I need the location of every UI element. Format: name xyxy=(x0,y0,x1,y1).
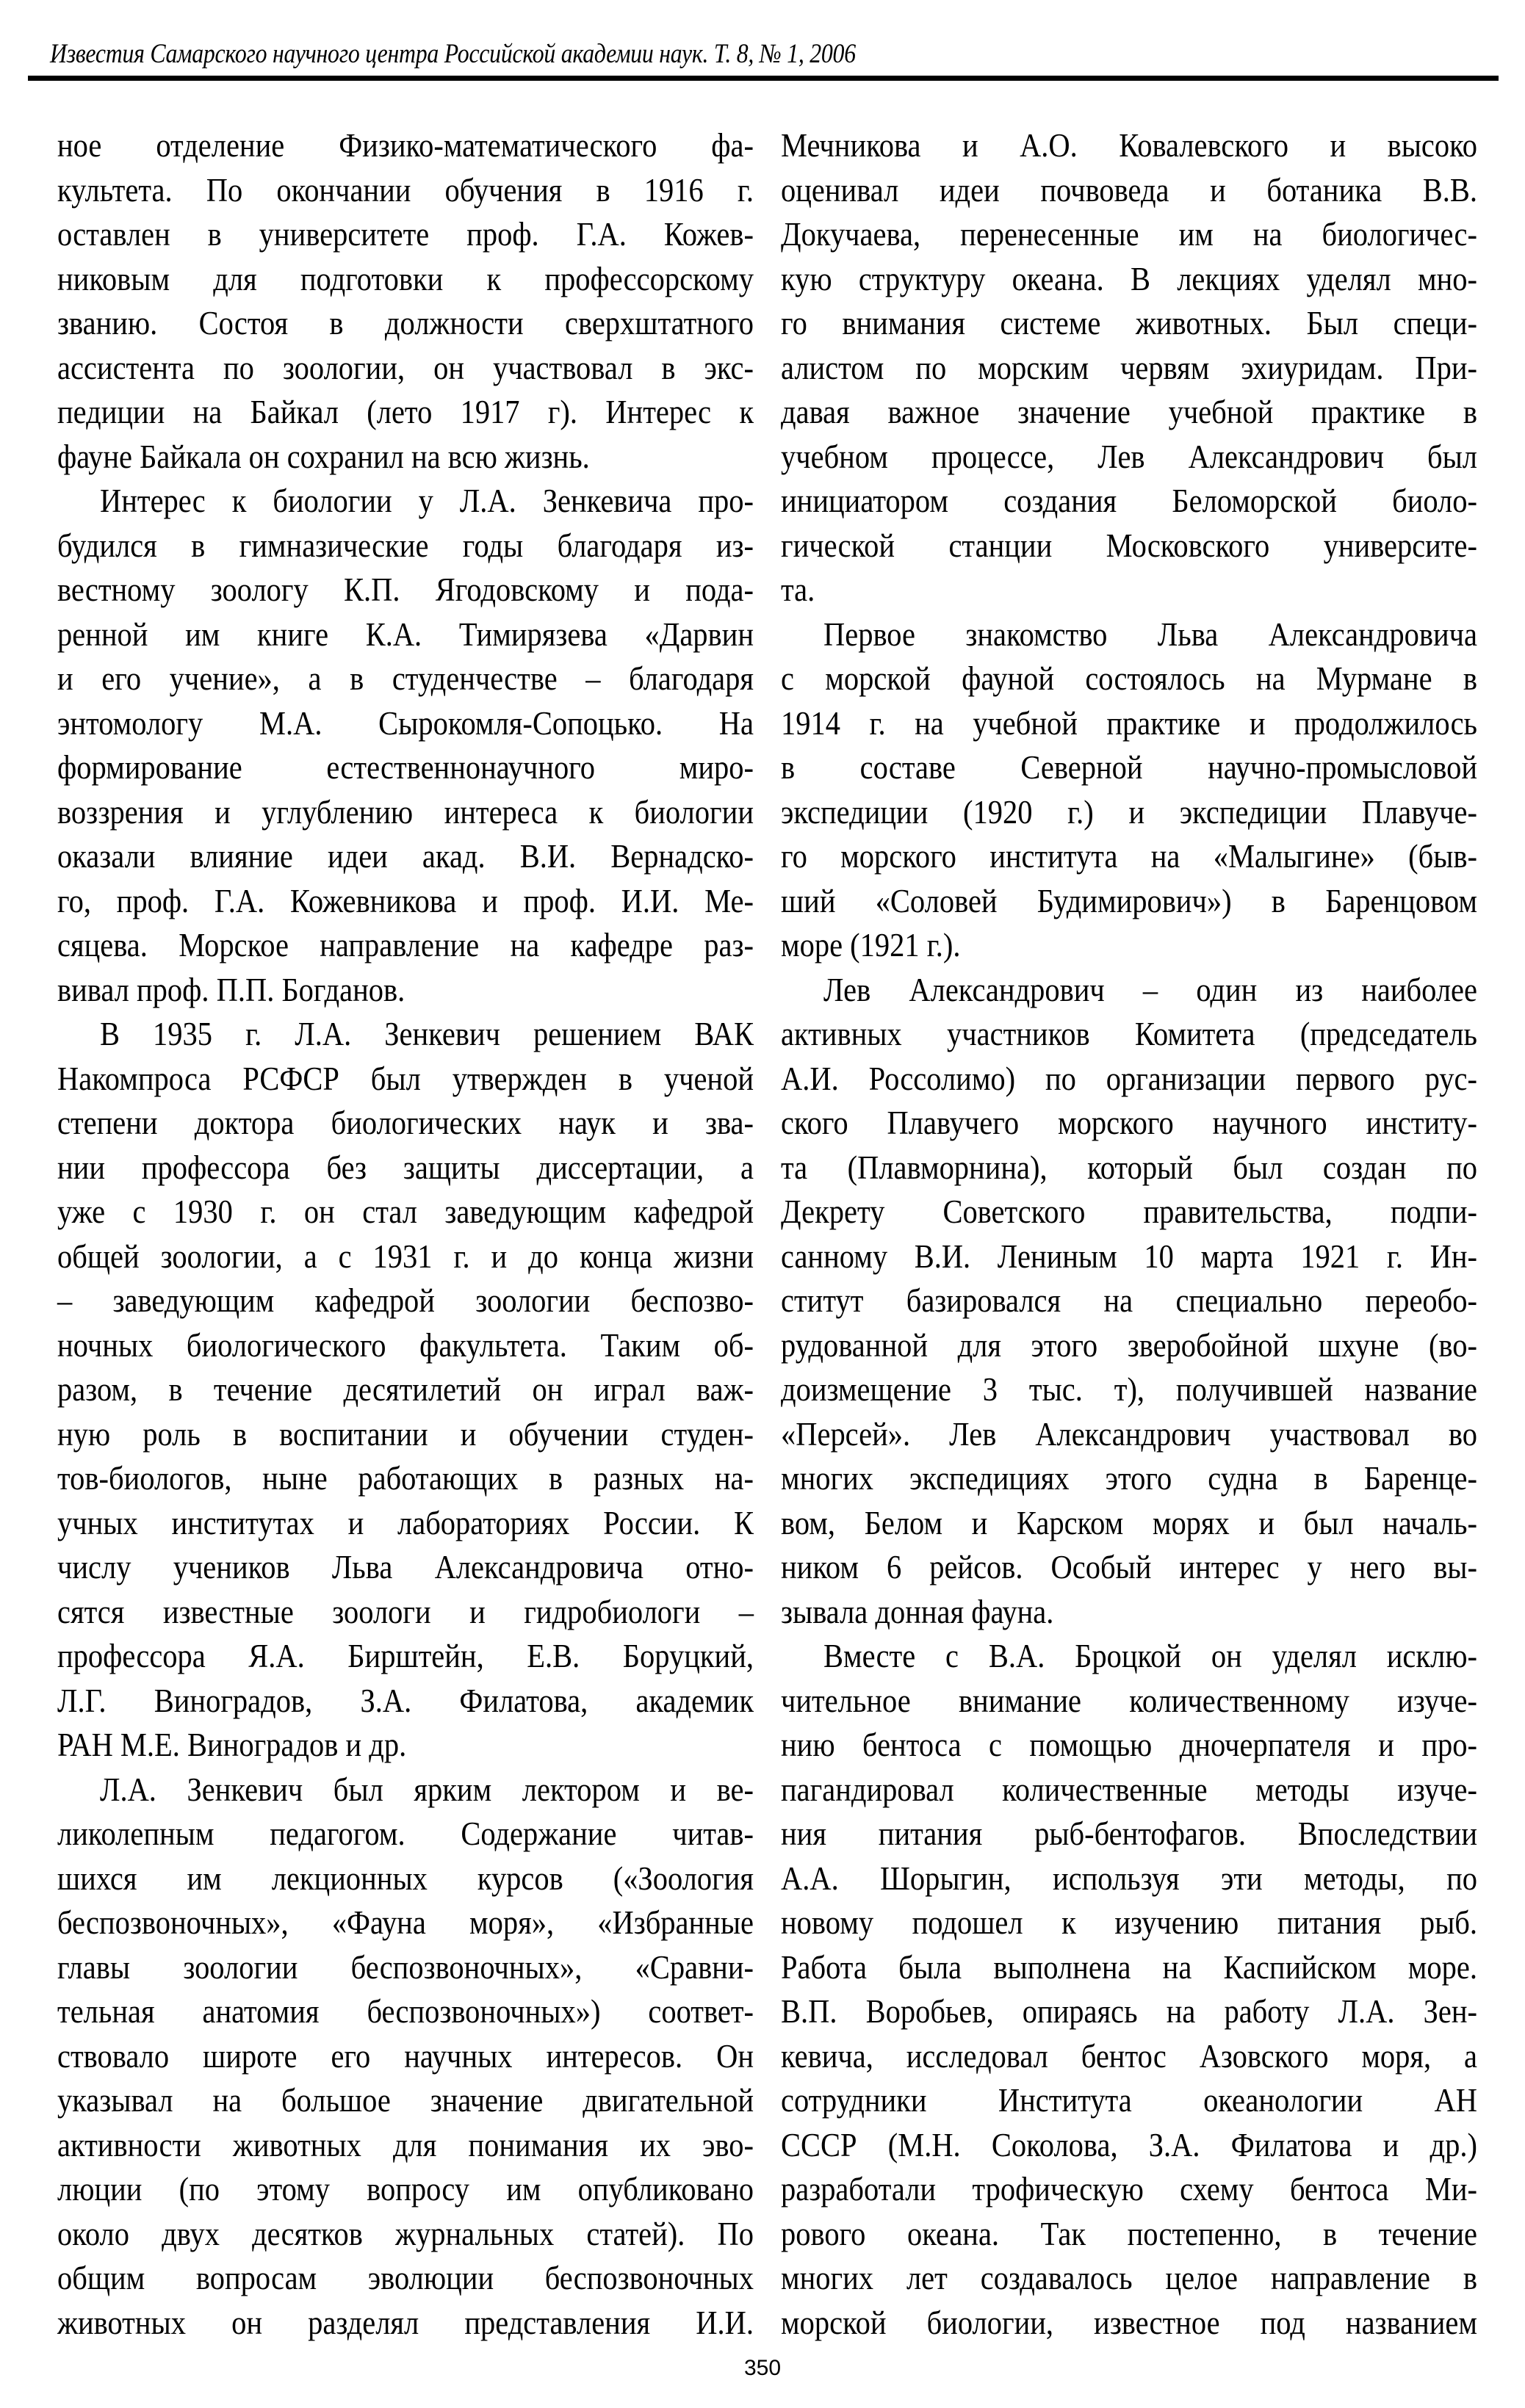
text-line xyxy=(57,612,754,657)
text-line-content: ского Плавучего морского научного институ- xyxy=(781,1104,1477,1141)
text-line-content: сятся известные зоологи и гидробиологи – xyxy=(57,1592,754,1630)
text-line-content: нию бентоса с помощью дночерпателя и про- xyxy=(781,1726,1477,1763)
text-line-content: кую структуру океана. В лекциях уделял мно- xyxy=(781,259,1477,297)
text-line-content: нии профессора без защиты диссертации, а xyxy=(57,1148,754,1186)
text-line xyxy=(781,1768,1477,1812)
text-line-content: Интерес к биологии у Л.А. Зенкевича про- xyxy=(100,482,754,519)
text-line-content: экспедиции (1920 г.) и экспедиции Плавуче- xyxy=(781,792,1477,831)
text-line-content: «Персей». Лев Александрович участвовал во xyxy=(781,1414,1477,1453)
text-line xyxy=(781,435,1477,480)
text-line-content: ночных биологического факультета. Таким об- xyxy=(57,1326,754,1364)
text-line xyxy=(57,1367,754,1412)
text-line xyxy=(57,2123,754,2168)
text-line xyxy=(57,568,754,612)
text-line-content: общей зоологии, а с 1931 г. и до конца жизни xyxy=(57,1237,754,1275)
text-line xyxy=(57,2301,754,2346)
text-line-content: санному В.И. Лениным 10 марта 1921 г. Ин- xyxy=(781,1237,1477,1275)
text-line xyxy=(57,834,754,879)
text-line-content: та (Плавморнина), который был создан по xyxy=(781,1148,1477,1186)
text-line xyxy=(57,1279,754,1323)
text-line-content: А.А. Шорыгин, используя эти методы, по xyxy=(781,1859,1477,1897)
text-line xyxy=(781,346,1477,391)
text-line xyxy=(57,701,754,746)
text-line-content: Мечникова и А.О. Ковалевского и высоко xyxy=(781,126,1477,164)
text-line-content: воззрения и углублению интереса к биологии xyxy=(57,792,754,831)
text-line xyxy=(781,1323,1477,1368)
text-line-content: СССР (М.Н. Соколова, З.А. Филатова и др.) xyxy=(781,2125,1477,2163)
text-line-content: числу учеников Льва Александровича отно- xyxy=(57,1548,754,1586)
text-line-content: и его учение», а в студенчестве – благодаря xyxy=(57,659,754,697)
text-line-content: В.П. Воробьев, опираясь на работу Л.А. Зен- xyxy=(781,1992,1477,2030)
text-line-content: животных он разделял представления И.И. xyxy=(57,2303,754,2341)
text-line xyxy=(781,2078,1477,2123)
text-line-content: ликолепным педагогом. Содержание читав- xyxy=(57,1815,754,1852)
text-line-content: активных участников Комитета (председатель xyxy=(781,1015,1477,1052)
text-line-content: море (1921 г.). xyxy=(781,926,961,963)
text-line xyxy=(57,2256,754,2301)
text-line-content: кевича, исследовал бентос Азовского моря, а xyxy=(781,2036,1477,2075)
text-line-content: А.И. Россолимо) по организации первого рус- xyxy=(781,1059,1477,1097)
text-line xyxy=(57,1989,754,2034)
text-line xyxy=(57,657,754,701)
text-line-content: давая важное значение учебной практике в xyxy=(781,393,1477,430)
text-line-content: многих лет создавалось целое направление в xyxy=(781,2259,1477,2296)
text-line-content: РАН М.Е. Виноградов и др. xyxy=(57,1726,407,1763)
text-line xyxy=(57,390,754,435)
text-line-content: культета. По окончании обучения в 1916 г. xyxy=(57,170,754,209)
text-line xyxy=(781,1234,1477,1279)
text-line xyxy=(57,1057,754,1102)
text-line xyxy=(57,1190,754,1234)
text-line-content: люции (по этому вопросу им опубликовано xyxy=(57,2170,754,2208)
text-line xyxy=(781,1146,1477,1190)
text-line-content: разом, в течение десятилетий он играл важ- xyxy=(57,1370,754,1408)
text-line-content: – заведующим кафедрой зоологии беспозво- xyxy=(57,1281,754,1319)
text-line-content: В 1935 г. Л.А. Зенкевич решением ВАК xyxy=(100,1015,754,1052)
text-line-content: рового океана. Так постепенно, в течение xyxy=(781,2214,1477,2252)
text-line-content: около двух десятков журнальных статей). По xyxy=(57,2214,754,2252)
text-line xyxy=(781,524,1477,568)
text-line-content: го внимания системе животных. Был специ- xyxy=(781,304,1477,341)
text-line xyxy=(781,1679,1477,1724)
text-line xyxy=(57,745,754,790)
text-line-content: пагандировал количественные методы изуче- xyxy=(781,1770,1477,1808)
text-line-content: Л.А. Зенкевич был ярким лектором и ве- xyxy=(100,1770,754,1808)
text-line-content: званию. Состоя в должности сверхштатного xyxy=(57,304,754,341)
text-line-content: ассистента по зоологии, он участвовал в экс- xyxy=(57,348,754,386)
text-line xyxy=(57,1901,754,1945)
text-line xyxy=(781,1945,1477,1990)
text-line xyxy=(781,923,1477,968)
text-line xyxy=(781,2256,1477,2301)
text-line xyxy=(57,257,754,302)
text-line xyxy=(57,1323,754,1368)
text-line-content: главы зоологии беспозвоночных», «Сравни- xyxy=(57,1948,754,1986)
text-line-content: алистом по морским червям эхиуридам. При- xyxy=(781,348,1477,386)
text-line-content: энтомологу М.А. Сырокомля-Сопоцько. На xyxy=(57,704,754,742)
text-line xyxy=(57,1501,754,1546)
text-line-content: вестному зоологу К.П. Ягодовскому и пода- xyxy=(57,571,754,608)
text-line xyxy=(781,790,1477,835)
text-line-content: шихся им лекционных курсов («Зоология xyxy=(57,1859,754,1897)
text-line-content: тельная анатомия беспозвоночных») соответ- xyxy=(57,1992,754,2030)
text-line xyxy=(781,745,1477,790)
text-line-content: Лев Александрович – один из наиболее xyxy=(823,970,1477,1008)
text-line xyxy=(57,1723,754,1768)
text-line-content: вом, Белом и Карском морях и был началь- xyxy=(781,1503,1477,1541)
text-line-content: ствовало широте его научных интересов. Он xyxy=(57,2036,754,2075)
text-line-content: разработали трофическую схему бентоса Ми- xyxy=(781,2170,1477,2208)
text-line xyxy=(781,1634,1477,1679)
text-line xyxy=(781,1367,1477,1412)
text-line-content: 1914 г. на учебной практике и продолжилось xyxy=(781,704,1477,742)
text-line xyxy=(781,1812,1477,1856)
text-line xyxy=(57,968,754,1013)
text-line-content: тов-биологов, ныне работающих в разных на- xyxy=(57,1459,754,1497)
text-line-content: педиции на Байкал (лето 1917 г). Интерес к xyxy=(57,393,754,430)
text-line xyxy=(57,1545,754,1590)
text-line xyxy=(57,2167,754,2212)
text-line xyxy=(57,168,754,213)
text-line xyxy=(57,2212,754,2257)
text-line-content: Докучаева, перенесенные им на биологичес- xyxy=(781,215,1477,253)
text-line-content: никовым для подготовки к профессорскому xyxy=(57,259,754,297)
text-line-content: Декрету Советского правительства, подпи- xyxy=(781,1193,1477,1230)
text-line-content: Вместе с В.А. Броцкой он уделял исклю- xyxy=(823,1637,1477,1674)
text-line-content: новому подошел к изучению питания рыб. xyxy=(781,1903,1477,1941)
text-line-content: го, проф. Г.А. Кожевникова и проф. И.И. Ме- xyxy=(57,881,754,919)
text-line-content: вивал проф. П.П. Богданов. xyxy=(57,970,405,1008)
text-line-content: Л.Г. Виноградов, З.А. Филатова, академик xyxy=(57,1681,754,1719)
text-line xyxy=(781,968,1477,1013)
header-rule-divider xyxy=(28,76,1499,81)
text-line xyxy=(57,123,754,168)
text-line-content: Первое знакомство Льва Александровича xyxy=(823,615,1477,653)
left-column xyxy=(57,123,754,2345)
text-line-content: гической станции Московского университе- xyxy=(781,526,1477,564)
text-line xyxy=(781,2123,1477,2168)
text-line xyxy=(57,2078,754,2123)
text-line xyxy=(781,568,1477,612)
text-line xyxy=(57,879,754,924)
text-line xyxy=(781,1989,1477,2034)
text-line-content: Накомпроса РСФСР был утвержден в ученой xyxy=(57,1059,754,1097)
right-column xyxy=(781,123,1477,2345)
text-line-content: указывал на большое значение двигательной xyxy=(57,2081,754,2119)
text-line-content: фауне Байкала он сохранил на всю жизнь. xyxy=(57,437,590,475)
text-line-content: с морской фауной состоялось на Мурмане в xyxy=(781,659,1477,697)
text-line xyxy=(781,2034,1477,2079)
text-line xyxy=(57,1456,754,1501)
text-line xyxy=(57,1812,754,1856)
text-line-content: сотрудники Института океанологии АН xyxy=(781,2081,1477,2119)
text-line xyxy=(781,1412,1477,1457)
text-line-content: профессора Я.А. Бирштейн, Е.В. Боруцкий, xyxy=(57,1637,754,1674)
text-line xyxy=(57,479,754,524)
text-line xyxy=(781,701,1477,746)
text-line xyxy=(781,1501,1477,1546)
text-line xyxy=(57,1101,754,1146)
text-line xyxy=(57,1679,754,1724)
text-line xyxy=(57,1412,754,1457)
text-line-content: ренной им книге К.А. Тимирязева «Дарвин xyxy=(57,615,754,653)
text-line xyxy=(57,923,754,968)
text-line-content: оставлен в университете проф. Г.А. Кожев- xyxy=(57,215,754,253)
text-line-content: уже с 1930 г. он стал заведующим кафедрой xyxy=(57,1193,754,1230)
text-line xyxy=(781,1101,1477,1146)
text-line xyxy=(57,524,754,568)
text-line-content: формирование естественнонаучного миро- xyxy=(57,748,754,786)
text-line xyxy=(781,1012,1477,1057)
text-line xyxy=(781,2167,1477,2212)
text-line xyxy=(57,1234,754,1279)
text-line xyxy=(781,657,1477,701)
text-line xyxy=(781,168,1477,213)
text-line xyxy=(781,879,1477,924)
text-line-content: го морского института на «Малыгине» (быв- xyxy=(781,837,1477,875)
text-line-content: общим вопросам эволюции беспозвоночных xyxy=(57,2259,754,2296)
text-line xyxy=(781,1190,1477,1234)
text-line xyxy=(781,257,1477,302)
text-line-content: рудованной для этого зверобойной шхуне (во- xyxy=(781,1326,1477,1364)
text-line xyxy=(781,2212,1477,2257)
text-line-content: чительное внимание количественному изуче- xyxy=(781,1681,1477,1719)
text-line xyxy=(57,1634,754,1679)
text-line xyxy=(57,1012,754,1057)
text-line-content: сяцева. Морское направление на кафедре раз- xyxy=(57,926,754,963)
running-header-title: Известия Самарского научного центра Российской академии наук. Т. 8, № 1, 2006 xyxy=(50,39,856,69)
text-line-content: учебном процессе, Лев Александрович был xyxy=(781,437,1477,475)
text-line xyxy=(781,123,1477,168)
text-line-content: ния питания рыб-бентофагов. Впоследствии xyxy=(781,1815,1477,1852)
text-line xyxy=(781,1057,1477,1102)
text-line-content: ником 6 рейсов. Особый интерес у него вы- xyxy=(781,1548,1477,1586)
text-line xyxy=(781,212,1477,257)
text-line-content: та. xyxy=(781,571,815,608)
text-line-content: морской биологии, известное под названием xyxy=(781,2303,1477,2341)
text-line xyxy=(781,1590,1477,1635)
page-number: 350 xyxy=(743,2356,782,2380)
text-line-content: ститут базировался на специально переобо- xyxy=(781,1281,1477,1319)
text-line xyxy=(57,1146,754,1190)
text-line xyxy=(57,1590,754,1635)
text-line xyxy=(781,612,1477,657)
text-line-content: зывала донная фауна. xyxy=(781,1592,1054,1630)
text-line xyxy=(781,1901,1477,1945)
text-line-content: ное отделение Физико-математического фа- xyxy=(57,126,754,164)
text-line xyxy=(57,346,754,391)
text-line-content: в составе Северной научно-промысловой xyxy=(781,748,1477,786)
text-line xyxy=(781,390,1477,435)
text-line xyxy=(781,1279,1477,1323)
text-line-content: активности животных для понимания их эво- xyxy=(57,2125,754,2163)
text-line xyxy=(57,2034,754,2079)
text-line-content: оказали влияние идеи акад. В.И. Вернадско- xyxy=(57,837,754,875)
text-line-content: Работа была выполнена на Каспийском море. xyxy=(781,1948,1477,1986)
text-line xyxy=(781,1545,1477,1590)
text-line xyxy=(57,1856,754,1901)
text-line xyxy=(57,1768,754,1812)
text-line xyxy=(57,790,754,835)
text-line-content: ший «Соловей Будимирович») в Баренцовом xyxy=(781,881,1477,919)
text-line xyxy=(781,2301,1477,2346)
text-line xyxy=(57,301,754,346)
text-line xyxy=(57,212,754,257)
text-line xyxy=(781,301,1477,346)
text-line xyxy=(781,1456,1477,1501)
text-line xyxy=(57,435,754,480)
text-line xyxy=(781,834,1477,879)
text-line-content: будился в гимназические годы благодаря из- xyxy=(57,526,754,564)
text-line-content: оценивал идеи почвоведа и ботаника В.В. xyxy=(781,170,1477,209)
text-line-content: учных институтах и лабораториях России. К xyxy=(57,1503,754,1541)
text-line xyxy=(781,1723,1477,1768)
text-line-content: степени доктора биологических наук и зва- xyxy=(57,1104,754,1141)
text-line xyxy=(781,479,1477,524)
text-line-content: инициатором создания Беломорской биоло- xyxy=(781,482,1477,519)
text-line xyxy=(57,1945,754,1990)
text-line xyxy=(781,1856,1477,1901)
text-line-content: многих экспедициях этого судна в Баренце- xyxy=(781,1459,1477,1497)
text-line-content: ную роль в воспитании и обучении студен- xyxy=(57,1414,754,1453)
text-line-content: доизмещение 3 тыс. т), получившей название xyxy=(781,1370,1477,1408)
text-line-content: беспозвоночных», «Фауна моря», «Избранные xyxy=(57,1903,754,1941)
